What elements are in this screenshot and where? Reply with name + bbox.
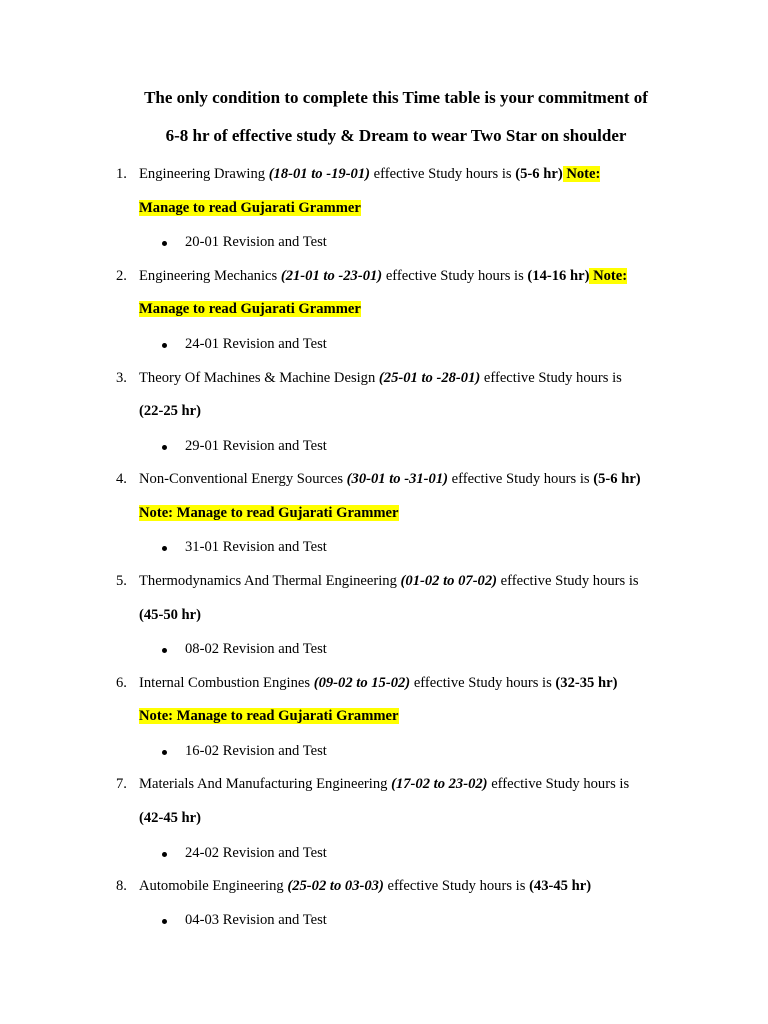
- bullet-icon: [162, 546, 167, 551]
- heading-line-2: 6-8 hr of effective study & Dream to wear Two Star on shoulder: [165, 126, 627, 145]
- subject: Engineering Drawing: [139, 166, 269, 182]
- hours-label: effective Study hours is: [410, 675, 556, 691]
- hours-label: effective Study hours is: [383, 878, 530, 894]
- note-highlight: Note:: [562, 166, 601, 182]
- revision-bullet: 29-01 Revision and Test: [185, 438, 327, 454]
- hours-line: [139, 607, 201, 624]
- hours-value: (5-6 hr): [593, 471, 641, 487]
- subject: Internal Combustion Engines: [139, 675, 314, 691]
- date-range: (18-01 to -19-01): [268, 166, 371, 182]
- date-range: (30-01 to -31-01): [346, 471, 448, 487]
- hours-line: [139, 403, 201, 420]
- revision-bullet: 24-02 Revision and Test: [185, 845, 327, 861]
- hours-value: (32-35 hr): [555, 675, 618, 691]
- note-line: [139, 301, 361, 318]
- hours-label: effective Study hours is: [447, 471, 594, 487]
- item-number: 8.: [116, 878, 127, 894]
- date-range: (01-02 to 07-02): [400, 573, 498, 589]
- subject: Theory Of Machines & Machine Design: [139, 370, 379, 386]
- bullet-icon: [162, 241, 167, 246]
- heading-line-1: The only condition to complete this Time table is your commitment of: [144, 88, 648, 107]
- subject: Automobile Engineering: [139, 878, 288, 894]
- hours-value: (5-6 hr): [515, 166, 563, 182]
- note-highlight: Note: Manage to read Gujarati Grammer: [139, 708, 399, 724]
- note-line: [139, 708, 399, 725]
- hours-line: [139, 810, 201, 827]
- item-number: 6.: [116, 675, 127, 691]
- date-range: (17-02 to 23-02): [391, 776, 488, 792]
- date-range: (21-01 to -23-01): [280, 268, 383, 284]
- bullet-icon: [162, 750, 167, 755]
- bullet-icon: [162, 343, 167, 348]
- hours-value: (42-45 hr): [139, 810, 202, 826]
- note-highlight: Manage to read Gujarati Grammer: [139, 200, 361, 216]
- hours-value: (45-50 hr): [139, 607, 202, 623]
- item-line: [139, 166, 600, 183]
- subject: Engineering Mechanics: [139, 268, 281, 284]
- revision-bullet: 20-01 Revision and Test: [185, 234, 327, 250]
- item-line: [139, 573, 639, 590]
- bullet-icon: [162, 919, 167, 924]
- hours-label: effective Study hours is: [370, 166, 516, 182]
- note-highlight: Manage to read Gujarati Grammer: [139, 301, 361, 317]
- revision-bullet: 08-02 Revision and Test: [185, 641, 327, 657]
- revision-bullet: 16-02 Revision and Test: [185, 743, 327, 759]
- item-number: 7.: [116, 776, 127, 792]
- item-number: 5.: [116, 573, 127, 589]
- note-highlight: Note: Manage to read Gujarati Grammer: [139, 505, 399, 521]
- note-line: [139, 505, 399, 522]
- item-line: [139, 268, 627, 285]
- item-number: 2.: [116, 268, 127, 284]
- item-number: 3.: [116, 370, 127, 386]
- item-number: 1.: [116, 166, 127, 182]
- bullet-icon: [162, 445, 167, 450]
- hours-label: effective Study hours is: [487, 776, 630, 792]
- item-line: [139, 471, 641, 488]
- item-line: [139, 776, 629, 793]
- hours-value: (14-16 hr): [527, 268, 590, 284]
- item-line: [139, 878, 591, 895]
- item-line: [139, 370, 622, 387]
- hours-value: (22-25 hr): [139, 403, 202, 419]
- hours-label: effective Study hours is: [480, 370, 622, 386]
- revision-bullet: 04-03 Revision and Test: [185, 912, 327, 928]
- subject: Thermodynamics And Thermal Engineering: [139, 573, 401, 589]
- note-line: [139, 200, 361, 217]
- date-range: (09-02 to 15-02): [313, 675, 411, 691]
- bullet-icon: [162, 648, 167, 653]
- item-line: [139, 675, 617, 692]
- date-range: (25-01 to -28-01): [378, 370, 481, 386]
- revision-bullet: 24-01 Revision and Test: [185, 336, 327, 352]
- note-highlight: Note:: [589, 268, 628, 284]
- date-range: (25-02 to 03-03): [287, 878, 384, 894]
- hours-label: effective Study hours is: [497, 573, 639, 589]
- hours-value: (43-45 hr): [529, 878, 592, 894]
- item-number: 4.: [116, 471, 127, 487]
- revision-bullet: 31-01 Revision and Test: [185, 539, 327, 555]
- hours-label: effective Study hours is: [382, 268, 528, 284]
- bullet-icon: [162, 852, 167, 857]
- subject: Non-Conventional Energy Sources: [139, 471, 347, 487]
- subject: Materials And Manufacturing Engineering: [139, 776, 392, 792]
